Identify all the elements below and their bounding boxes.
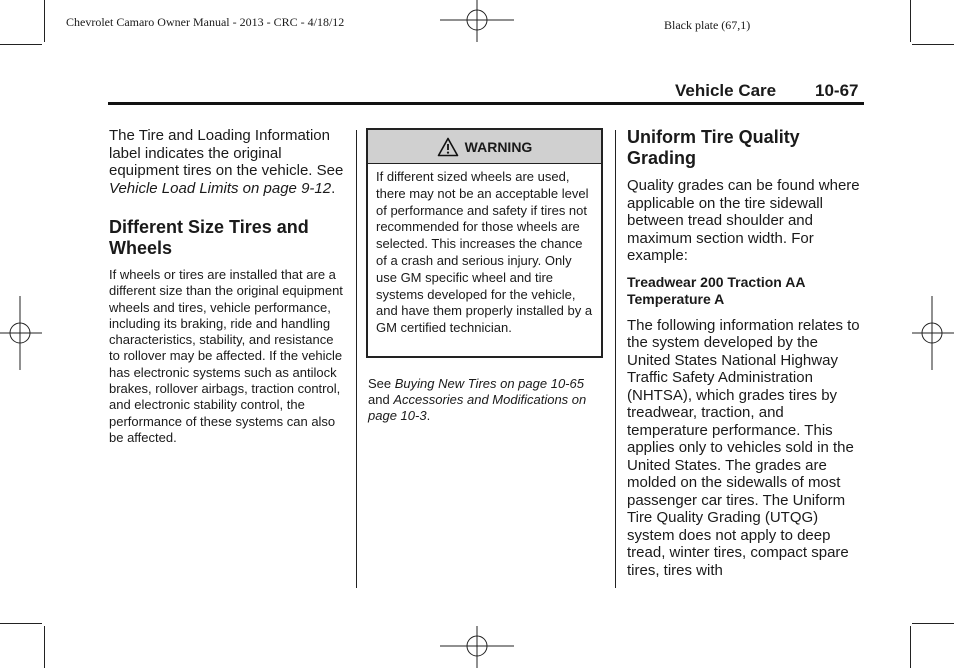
registration-mark-left (0, 296, 42, 370)
cross-reference-link[interactable]: Accessories and Modifications on page 10-3 (368, 392, 587, 423)
cross-reference-link[interactable]: Buying New Tires on page 10-65 (394, 376, 584, 391)
registration-mark-bottom (440, 626, 514, 668)
intro-end: . (331, 179, 336, 197)
section-title: Vehicle Care (675, 81, 777, 100)
intro-text: The Tire and Loading Information label indicates the original equipment tires on the vehicle. See (109, 127, 344, 179)
page-number: 10-67 (815, 81, 859, 100)
body-paragraph: If wheels or tires are installed that are a different size than the original equipment wheels and tires, vehicle performance, including its braking, ride and handling characteristics, stability, and resistance to rollover may be affected. If the vehicle has electronic systems such as antilock brakes, rollover airbags, traction control, and electronic stability control, the performance of these systems can also be affected. (109, 267, 343, 445)
crop-mark (912, 44, 954, 45)
warning-header (368, 130, 601, 164)
grade-example: Treadwear 200 Traction AA Temperature A (627, 273, 805, 307)
right-column (627, 127, 865, 579)
left-column (109, 127, 345, 446)
print-doc-title: Chevrolet Camaro Owner Manual - 2013 - CRC - 4/18/12 (66, 15, 345, 29)
warning-title: WARNING (464, 138, 533, 155)
see-also-end: . (426, 408, 431, 423)
warning-text: If different sized wheels are used, there may not be an acceptable level of performance and safety if tires not recommended for those wheels are selected. This increases the chance of a crash and serious injury. Only use GM specific wheel and tire systems developed for the vehicle, and have them properly installed by a GM certified technician. (376, 169, 593, 336)
crop-mark (44, 626, 45, 668)
crop-mark (910, 0, 911, 42)
header-rule (108, 102, 864, 105)
section-heading: Uniform Tire Quality Grading (627, 127, 800, 168)
registration-mark-top (440, 0, 514, 42)
see-also-middle: and (368, 392, 394, 407)
registration-mark-right (912, 296, 954, 370)
intro-paragraph (109, 127, 345, 197)
section-heading: Different Size Tires and Wheels (109, 217, 309, 258)
body-paragraph: The following information relates to the system developed by the United States National Highway Traffic Safety Administration (NHTSA), which grades tires by treadwear, traction, and temperature performance. This applies only to vehicles sold in the United States. The grades are molded on the sidewalls of most passenger car tires. The Uniform Tire Quality Grading (UTQG) system does not apply to deep tread, winter tires, compact spare tires, tires with (627, 316, 860, 579)
print-plate-label: Black plate (67,1) (664, 18, 751, 32)
crop-mark (0, 623, 42, 624)
warning-icon (437, 137, 459, 157)
cross-reference-link[interactable]: Vehicle Load Limits on page 9-12 (109, 179, 332, 197)
column-divider (615, 130, 616, 588)
crop-mark (912, 623, 954, 624)
column-divider (356, 130, 357, 588)
crop-mark (0, 44, 42, 45)
crop-mark (44, 0, 45, 42)
crop-mark (910, 626, 911, 668)
intro-paragraph: Quality grades can be found where applicable on the tire sidewall between tread shoulder and maximum section width. For example: (627, 177, 860, 264)
see-also-paragraph (368, 376, 604, 424)
see-also-prefix: See (368, 376, 395, 391)
warning-box (366, 128, 603, 358)
